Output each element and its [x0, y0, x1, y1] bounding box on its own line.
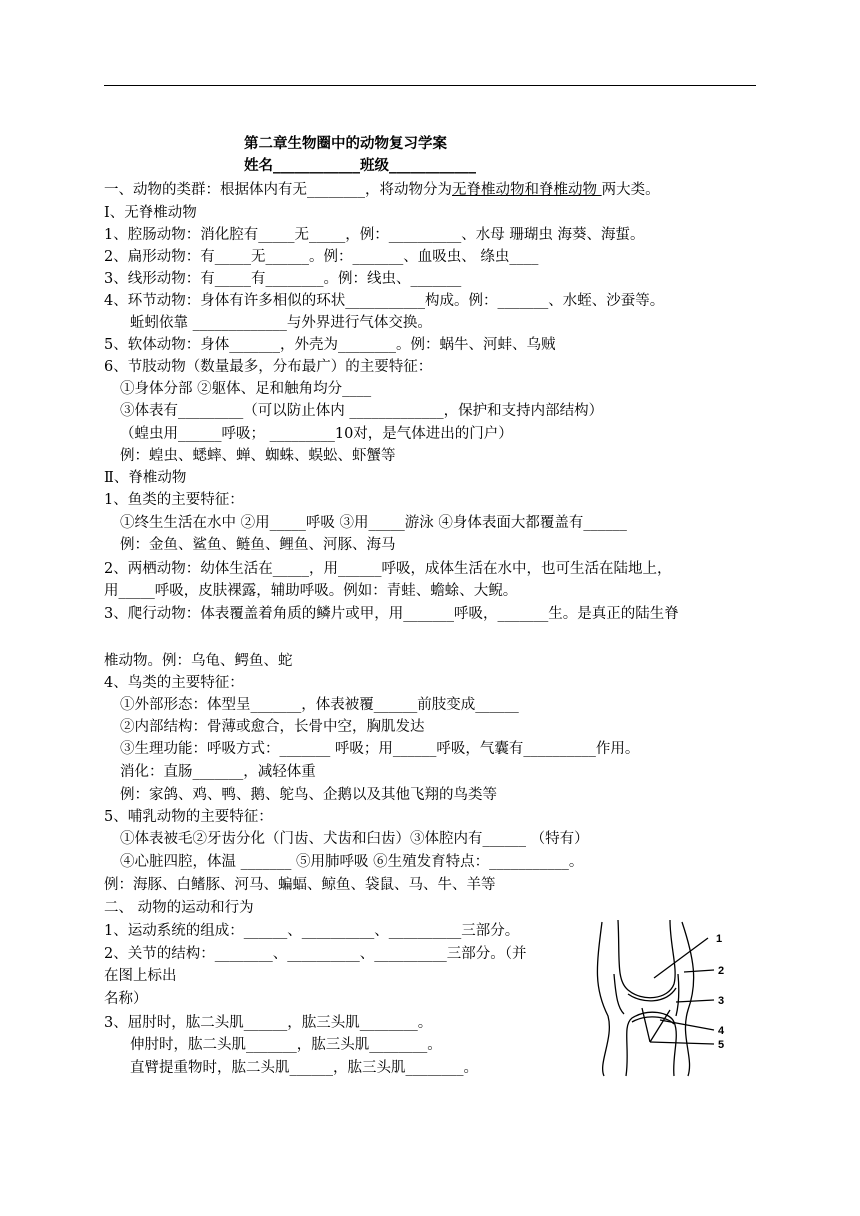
text-line: 消化：直肠_______，减轻体重 — [120, 764, 316, 780]
text-line: 1、运动系统的组成：______、__________、__________三部分。 — [104, 923, 520, 939]
text-line: 2、扁形动物：有_____无______。例：_______、血吸虫、 绦虫____ — [104, 249, 539, 265]
text-line: （蝗虫用______呼吸； _________10对，是气体进出的门户） — [120, 426, 513, 442]
text-line: 4、鸟类的主要特征： — [104, 675, 244, 691]
text-line: Ⅱ、脊椎动物 — [104, 470, 187, 486]
knee-joint-diagram — [590, 918, 740, 1078]
text-line: ③生理功能：呼吸方式：_______ 呼吸；用______呼吸，气囊有__________作用。 — [120, 741, 640, 757]
text-line: 1、鱼类的主要特征： — [104, 492, 244, 508]
leader-5c — [650, 1042, 714, 1044]
text-line: 例：蝗虫、蟋蟀、蝉、蜘蛛、蜈蚣、虾蟹等 — [120, 448, 396, 464]
diagram-label-5: 5 — [718, 1039, 725, 1051]
text-line: Ⅰ、无脊椎动物 — [104, 205, 197, 221]
text-line: 二、 动物的运动和行为 — [104, 900, 254, 916]
leader-2 — [684, 970, 714, 972]
text-line: ③体表有_________（可以防止体内 _____________，保护和支持内部结构） — [120, 403, 604, 419]
text-line: ①身体分部 ②躯体、足和触角均分____ — [120, 381, 372, 397]
text-line: 名称） — [104, 991, 148, 1007]
outer-capsule-left — [597, 922, 609, 1076]
text-line: ①体表被毛②牙齿分化（门齿、犬齿和臼齿）③体腔内有______ （特有） — [120, 831, 589, 847]
text-line: 直臂提重物时，肱二头肌______，肱三头肌________。 — [130, 1060, 478, 1076]
diagram-label-3: 3 — [718, 995, 725, 1007]
cartilage-bottom — [632, 1017, 674, 1024]
text-line: 椎动物。例：乌龟、鳄鱼、蛇 — [104, 653, 293, 669]
text-line: 伸肘时，肱二头肌_______，肱三头肌________。 — [130, 1037, 442, 1053]
text-line: ④心脏四腔，体温 _______ ⑤用肺呼吸 ⑥生殖发育特点：___________。 — [120, 854, 584, 870]
leader-4 — [660, 1020, 714, 1030]
text-line: 在图上标出 — [104, 968, 177, 984]
diagram-label-2: 2 — [718, 965, 725, 977]
text-line: ①外部形态：体型呈_______，体表被覆______前肢变成______ — [120, 697, 519, 713]
upper-bone — [618, 920, 675, 998]
text-line: 6、节肢动物（数量最多，分布最广）的主要特征： — [104, 359, 433, 375]
header-rule — [104, 85, 756, 86]
text-line: ②内部结构：骨薄或愈合，长骨中空，胸肌发达 — [120, 719, 425, 735]
text-line: 用_____呼吸，皮肤裸露，辅助呼吸。例如：青蛙、蟾蜍、大鲵。 — [104, 583, 518, 599]
text-line: 例：家鸽、鸡、鸭、鹅、鸵鸟、企鹅以及其他飞翔的鸟类等 — [120, 787, 497, 803]
text-line: 3、屈肘时，肱二头肌______，肱三头肌________。 — [104, 1015, 433, 1031]
text-line: 1、腔肠动物：消化腔有_____无_____，例：__________、水母 珊瑚虫 海葵、海蜇。 — [104, 227, 645, 243]
text-line: 4、环节动物：身体有许多相似的环状___________构成。例：_______、水蛭、沙蚕等。 — [104, 293, 665, 309]
text-line: 2、两栖动物：幼体生活在_____，用______呼吸，成体生活在水中，也可生活在陆地上， — [104, 561, 672, 577]
name-class-line: 姓名____________班级____________ — [244, 157, 476, 174]
leader-5b — [650, 1010, 670, 1042]
text-line-1: 一、动物的类群：根据体内有无________，将动物分为无脊椎动物和脊椎动物 两大类。 — [104, 182, 660, 198]
text-line: 2、关节的结构：________、__________、__________三部分。（并 — [104, 946, 527, 962]
text-line: 5、哺乳动物的主要特征： — [104, 809, 273, 825]
text-line: 3、线形动物：有_____有________。例：线虫、_______ — [104, 271, 462, 287]
diagram-label-4: 4 — [718, 1025, 725, 1037]
leader-1 — [654, 938, 708, 978]
text-line: 3、爬行动物：体表覆盖着角质的鳞片或甲，用_______呼吸，_______生。是真正的陆生脊 — [104, 606, 679, 622]
text-line: 蚯蚓依靠 _____________与外界进行气体交换。 — [130, 315, 432, 331]
outer-capsule-right — [682, 922, 694, 1076]
text-line: 例：金鱼、鲨鱼、鲢鱼、鲤鱼、河豚、海马 — [120, 537, 396, 553]
leader-3 — [676, 1000, 714, 1002]
text-line: ①终生生活在水中 ②用_____呼吸 ③用_____游泳 ④身体表面大都覆盖有______ — [120, 515, 627, 531]
text-line: 例：海豚、白鳍豚、河马、蝙蝠、鲸鱼、袋鼠、马、牛、羊等 — [104, 877, 496, 893]
page-title: 第二章生物圈中的动物复习学案 — [244, 135, 447, 152]
text-line: 5、软体动物：身体_______，外壳为________。例：蜗牛、河蚌、乌贼 — [104, 337, 556, 353]
diagram-label-1: 1 — [716, 933, 723, 945]
